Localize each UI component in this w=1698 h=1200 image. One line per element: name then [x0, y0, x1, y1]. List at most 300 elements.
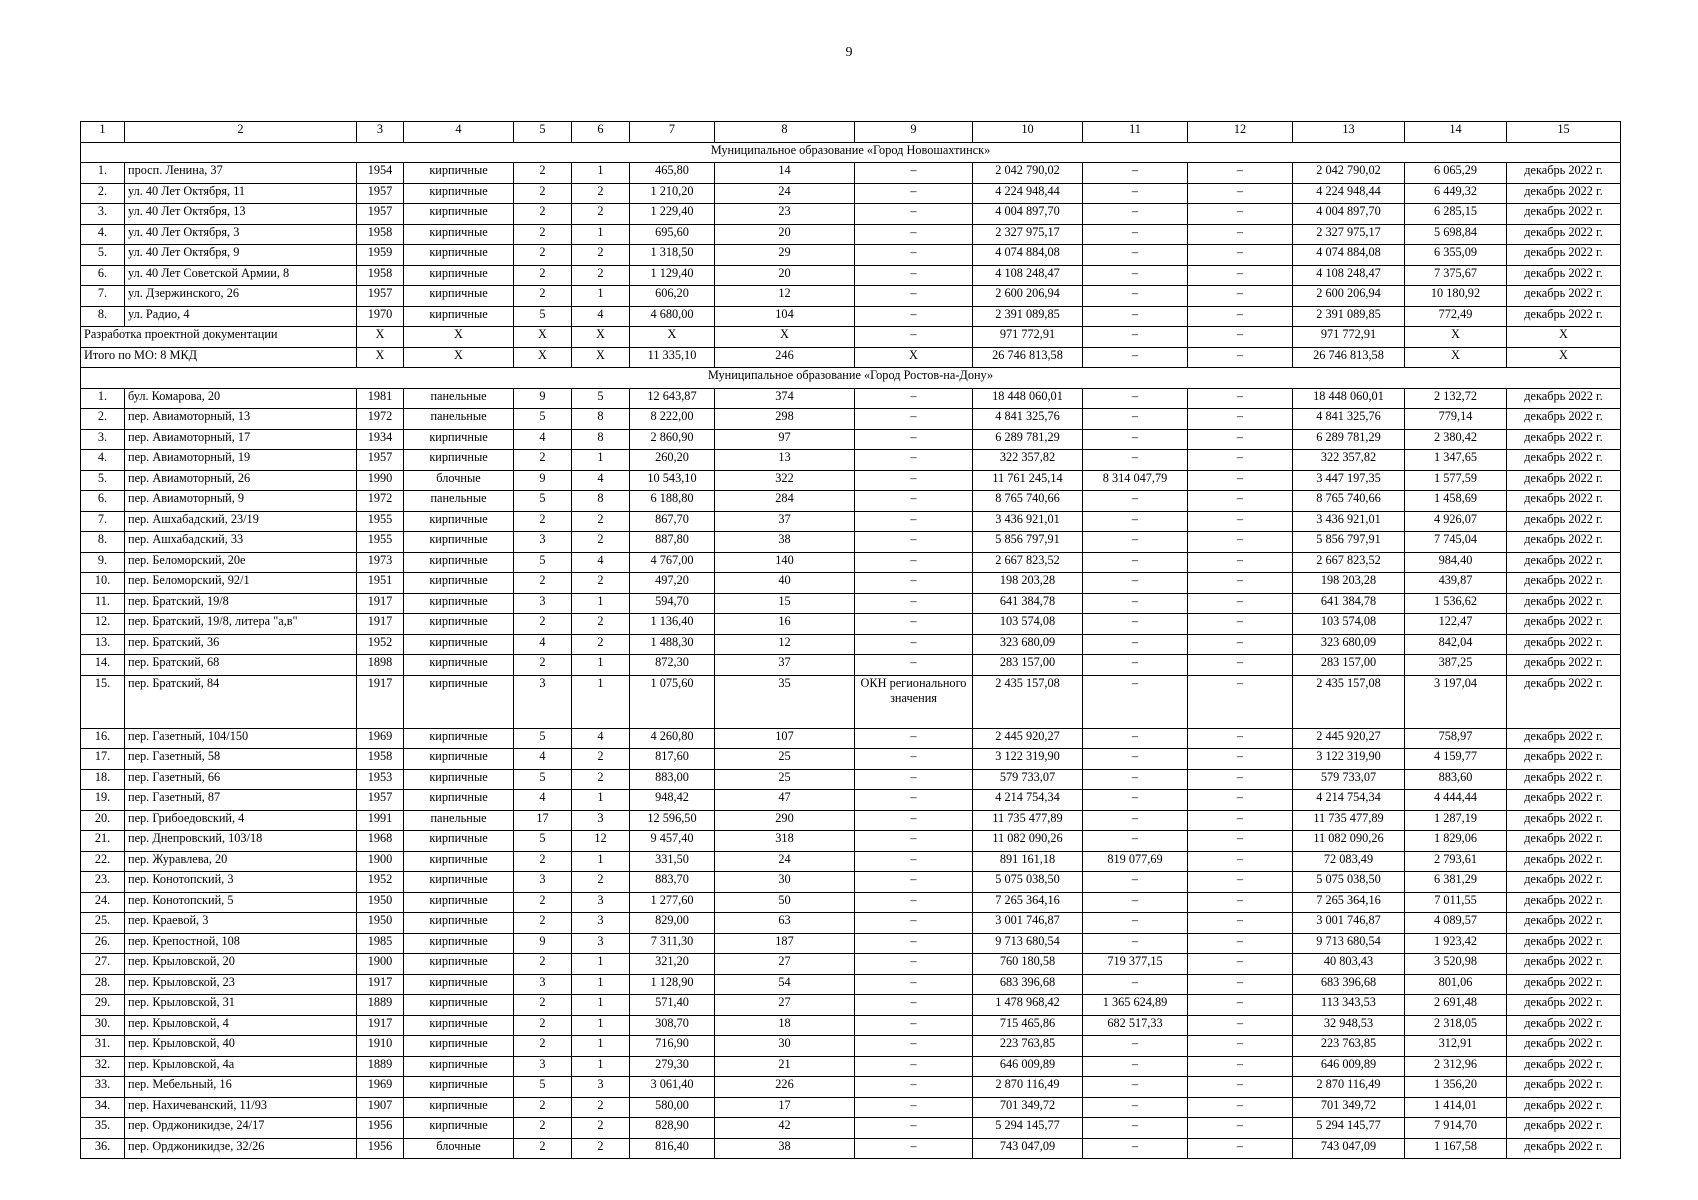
table-cell: декабрь 2022 г.: [1507, 1077, 1621, 1098]
column-number-cell: 1: [81, 122, 125, 143]
table-cell: 2 870 116,49: [973, 1077, 1083, 1098]
table-cell: –: [1083, 913, 1188, 934]
table-cell: 63: [715, 913, 855, 934]
table-cell: –: [1083, 810, 1188, 831]
table-cell: –: [1188, 470, 1293, 491]
table-cell: –: [1188, 1036, 1293, 1057]
summary-label: Разработка проектной документации: [81, 327, 357, 348]
table-cell: 984,40: [1405, 552, 1507, 573]
table-cell: пер. Братский, 68: [125, 655, 357, 676]
table-cell: 1917: [357, 675, 404, 728]
table-row: [81, 634, 1621, 655]
table-cell: –: [1188, 810, 1293, 831]
table-cell: кирпичные: [404, 1015, 514, 1036]
table-cell: 5: [514, 831, 572, 852]
table-cell: 1889: [357, 995, 404, 1016]
table-cell: 24: [715, 183, 855, 204]
table-cell: 1954: [357, 163, 404, 184]
table-cell: 2 860,90: [630, 429, 715, 450]
table-cell: 10 543,10: [630, 470, 715, 491]
table-cell: 829,00: [630, 913, 715, 934]
table-cell: кирпичные: [404, 831, 514, 852]
table-cell: 1991: [357, 810, 404, 831]
table-cell: 198 203,28: [1293, 573, 1405, 594]
table-cell: 18: [715, 1015, 855, 1036]
table-cell: декабрь 2022 г.: [1507, 749, 1621, 770]
table-row: [81, 491, 1621, 512]
table-cell: ул. 40 Лет Октября, 9: [125, 245, 357, 266]
table-cell: 4 767,00: [630, 552, 715, 573]
table-cell: бул. Комарова, 20: [125, 388, 357, 409]
table-cell: –: [855, 286, 973, 307]
table-cell: кирпичные: [404, 933, 514, 954]
table-cell: –: [855, 655, 973, 676]
table-cell: 27.: [81, 954, 125, 975]
table-cell: 719 377,15: [1083, 954, 1188, 975]
table-cell: кирпичные: [404, 204, 514, 225]
table-cell: –: [1188, 831, 1293, 852]
table-cell: 6.: [81, 491, 125, 512]
table-cell: 872,30: [630, 655, 715, 676]
table-cell: 1 356,20: [1405, 1077, 1507, 1098]
table-cell: 948,42: [630, 790, 715, 811]
table-cell: кирпичные: [404, 995, 514, 1016]
table-cell: декабрь 2022 г.: [1507, 851, 1621, 872]
table-cell: 842,04: [1405, 634, 1507, 655]
table-cell: 321,20: [630, 954, 715, 975]
table-cell: –: [855, 1097, 973, 1118]
table-cell: –: [1188, 409, 1293, 430]
column-number-cell: 10: [973, 122, 1083, 143]
table-cell: 5 698,84: [1405, 224, 1507, 245]
table-row: [81, 388, 1621, 409]
table-cell: декабрь 2022 г.: [1507, 1118, 1621, 1139]
table-cell: 2: [572, 532, 630, 553]
table-cell: 1: [572, 1015, 630, 1036]
table-cell: ул. Дзержинского, 26: [125, 286, 357, 307]
table-cell: 8 765 740,66: [1293, 491, 1405, 512]
column-number-cell: 12: [1188, 122, 1293, 143]
table-cell: 1 129,40: [630, 265, 715, 286]
summary-cell: X: [572, 347, 630, 368]
table-cell: –: [855, 593, 973, 614]
table-cell: –: [1083, 872, 1188, 893]
table-cell: 1910: [357, 1036, 404, 1057]
table-cell: –: [855, 511, 973, 532]
table-cell: 1957: [357, 450, 404, 471]
table-cell: 29.: [81, 995, 125, 1016]
table-cell: 4 841 325,76: [1293, 409, 1405, 430]
table-cell: 2 318,05: [1405, 1015, 1507, 1036]
table-cell: 3 061,40: [630, 1077, 715, 1098]
table-cell: кирпичные: [404, 614, 514, 635]
table-cell: 5: [514, 728, 572, 749]
table-cell: 701 349,72: [1293, 1097, 1405, 1118]
table-cell: 6 188,80: [630, 491, 715, 512]
table-cell: –: [1188, 892, 1293, 913]
column-number-cell: 15: [1507, 122, 1621, 143]
table-cell: кирпичные: [404, 1118, 514, 1139]
table-cell: 5 856 797,91: [1293, 532, 1405, 553]
table-cell: кирпичные: [404, 892, 514, 913]
table-cell: декабрь 2022 г.: [1507, 224, 1621, 245]
table-cell: 743 047,09: [973, 1138, 1083, 1159]
table-cell: пер. Грибоедовский, 4: [125, 810, 357, 831]
table-cell: –: [855, 831, 973, 852]
summary-cell: X: [357, 347, 404, 368]
table-cell: декабрь 2022 г.: [1507, 573, 1621, 594]
table-cell: –: [855, 1015, 973, 1036]
table-cell: пер. Беломорский, 20е: [125, 552, 357, 573]
table-cell: –: [1083, 163, 1188, 184]
table-cell: –: [855, 470, 973, 491]
table-cell: –: [1188, 749, 1293, 770]
table-cell: 50: [715, 892, 855, 913]
table-cell: 3: [514, 872, 572, 893]
table-cell: 7 265 364,16: [973, 892, 1083, 913]
table-cell: 1: [572, 851, 630, 872]
table-cell: 35.: [81, 1118, 125, 1139]
table-cell: –: [855, 892, 973, 913]
table-cell: 2: [514, 1015, 572, 1036]
table-cell: 1900: [357, 851, 404, 872]
table-cell: 37: [715, 655, 855, 676]
table-cell: 323 680,09: [1293, 634, 1405, 655]
table-cell: –: [1188, 286, 1293, 307]
table-cell: 7 914,70: [1405, 1118, 1507, 1139]
table-cell: –: [855, 1138, 973, 1159]
table-cell: 10.: [81, 573, 125, 594]
table-cell: 1951: [357, 573, 404, 594]
table-cell: 35: [715, 675, 855, 728]
table-cell: 2: [514, 204, 572, 225]
summary-cell: 246: [715, 347, 855, 368]
table-cell: 1968: [357, 831, 404, 852]
table-cell: 2: [514, 892, 572, 913]
table-cell: 5: [514, 409, 572, 430]
table-row: [81, 851, 1621, 872]
table-cell: 891 161,18: [973, 851, 1083, 872]
table-cell: 318: [715, 831, 855, 852]
table-cell: кирпичные: [404, 675, 514, 728]
table-cell: –: [1188, 1138, 1293, 1159]
table-cell: 260,20: [630, 450, 715, 471]
table-cell: 2 380,42: [1405, 429, 1507, 450]
table-cell: 1898: [357, 655, 404, 676]
table-cell: панельные: [404, 388, 514, 409]
table-cell: 2 667 823,52: [973, 552, 1083, 573]
table-row: [81, 1097, 1621, 1118]
table-cell: пер. Орджоникидзе, 32/26: [125, 1138, 357, 1159]
table-cell: кирпичные: [404, 634, 514, 655]
table-cell: 1917: [357, 1015, 404, 1036]
table-cell: –: [1083, 1097, 1188, 1118]
table-row: [81, 245, 1621, 266]
table-cell: 4: [514, 790, 572, 811]
table-cell: 606,20: [630, 286, 715, 307]
table-cell: –: [1188, 954, 1293, 975]
table-cell: –: [855, 163, 973, 184]
table-cell: –: [855, 1077, 973, 1098]
table-cell: 4 224 948,44: [973, 183, 1083, 204]
table-cell: 1 365 624,89: [1083, 995, 1188, 1016]
table-row: [81, 728, 1621, 749]
column-number-cell: 7: [630, 122, 715, 143]
table-cell: декабрь 2022 г.: [1507, 450, 1621, 471]
table-cell: 374: [715, 388, 855, 409]
table-cell: 4: [572, 306, 630, 327]
table-cell: –: [855, 851, 973, 872]
table-cell: 14: [715, 163, 855, 184]
column-number-row: [81, 122, 1621, 143]
table-cell: декабрь 2022 г.: [1507, 675, 1621, 728]
table-cell: 29: [715, 245, 855, 266]
table-cell: декабрь 2022 г.: [1507, 552, 1621, 573]
table-cell: декабрь 2022 г.: [1507, 1015, 1621, 1036]
table-cell: кирпичные: [404, 245, 514, 266]
table-cell: 779,14: [1405, 409, 1507, 430]
table-cell: –: [1188, 769, 1293, 790]
table-cell: 4 680,00: [630, 306, 715, 327]
table-cell: 5 294 145,77: [973, 1118, 1083, 1139]
table-cell: 883,70: [630, 872, 715, 893]
table-cell: пер. Ашхабадский, 23/19: [125, 511, 357, 532]
table-cell: –: [1083, 728, 1188, 749]
table-cell: 5: [514, 769, 572, 790]
column-number-cell: 3: [357, 122, 404, 143]
table-cell: 19.: [81, 790, 125, 811]
table-cell: панельные: [404, 810, 514, 831]
table-cell: 1 347,65: [1405, 450, 1507, 471]
table-cell: 2: [572, 204, 630, 225]
table-cell: пер. Днепровский, 103/18: [125, 831, 357, 852]
table-cell: 6 289 781,29: [1293, 429, 1405, 450]
table-cell: 2 445 920,27: [973, 728, 1083, 749]
table-cell: 2 327 975,17: [1293, 224, 1405, 245]
table-cell: 5: [514, 1077, 572, 1098]
table-cell: 34.: [81, 1097, 125, 1118]
table-cell: 2 327 975,17: [973, 224, 1083, 245]
table-cell: 646 009,89: [1293, 1056, 1405, 1077]
table-cell: 8 765 740,66: [973, 491, 1083, 512]
table-cell: 1957: [357, 286, 404, 307]
table-cell: 2: [514, 286, 572, 307]
table-cell: кирпичные: [404, 306, 514, 327]
table-cell: 7.: [81, 286, 125, 307]
table-cell: 465,80: [630, 163, 715, 184]
table-cell: 2 042 790,02: [1293, 163, 1405, 184]
table-cell: 12.: [81, 614, 125, 635]
table-cell: 23.: [81, 872, 125, 893]
table-cell: 1917: [357, 593, 404, 614]
table-cell: 9 713 680,54: [1293, 933, 1405, 954]
table-row: [81, 265, 1621, 286]
table-cell: 571,40: [630, 995, 715, 1016]
table-cell: –: [855, 552, 973, 573]
table-row: [81, 831, 1621, 852]
table-cell: 2 691,48: [1405, 995, 1507, 1016]
table-cell: 4 444,44: [1405, 790, 1507, 811]
table-cell: 8: [572, 409, 630, 430]
table-cell: кирпичные: [404, 655, 514, 676]
table-cell: 2: [572, 573, 630, 594]
table-cell: 8: [572, 491, 630, 512]
table-cell: –: [855, 769, 973, 790]
table-cell: кирпичные: [404, 1056, 514, 1077]
summary-cell: X: [357, 327, 404, 348]
table-cell: кирпичные: [404, 163, 514, 184]
table-cell: 2 132,72: [1405, 388, 1507, 409]
table-cell: –: [1188, 1015, 1293, 1036]
table-cell: 3 447 197,35: [1293, 470, 1405, 491]
column-number-cell: 8: [715, 122, 855, 143]
table-cell: кирпичные: [404, 974, 514, 995]
table-cell: –: [1083, 429, 1188, 450]
table-row: [81, 892, 1621, 913]
table-cell: 4 004 897,70: [973, 204, 1083, 225]
table-cell: 103 574,08: [1293, 614, 1405, 635]
table-cell: 8.: [81, 306, 125, 327]
table-cell: 3.: [81, 204, 125, 225]
table-cell: 23: [715, 204, 855, 225]
table-cell: 2: [514, 265, 572, 286]
table-cell: 1972: [357, 409, 404, 430]
table-cell: 1955: [357, 532, 404, 553]
table-cell: кирпичные: [404, 286, 514, 307]
table-cell: 1970: [357, 306, 404, 327]
table-cell: –: [855, 913, 973, 934]
table-cell: декабрь 2022 г.: [1507, 810, 1621, 831]
table-cell: 4: [514, 429, 572, 450]
table-cell: 3: [514, 532, 572, 553]
table-cell: 226: [715, 1077, 855, 1098]
table-cell: 579 733,07: [1293, 769, 1405, 790]
table-cell: 11.: [81, 593, 125, 614]
table-cell: декабрь 2022 г.: [1507, 265, 1621, 286]
table-cell: –: [1083, 655, 1188, 676]
table-cell: пер. Конотопский, 3: [125, 872, 357, 893]
table-cell: 1981: [357, 388, 404, 409]
table-cell: 32.: [81, 1056, 125, 1077]
table-cell: декабрь 2022 г.: [1507, 163, 1621, 184]
table-cell: 30: [715, 1036, 855, 1057]
table-row: [81, 409, 1621, 430]
column-number-cell: 11: [1083, 122, 1188, 143]
table-cell: 25: [715, 769, 855, 790]
table-cell: 1: [572, 286, 630, 307]
table-cell: –: [855, 388, 973, 409]
table-cell: 284: [715, 491, 855, 512]
table-cell: кирпичные: [404, 552, 514, 573]
table-cell: панельные: [404, 491, 514, 512]
table-cell: 223 763,85: [973, 1036, 1083, 1057]
table-cell: 322 357,82: [1293, 450, 1405, 471]
table-cell: –: [1083, 1118, 1188, 1139]
summary-cell: X: [1507, 347, 1621, 368]
table-row: [81, 1056, 1621, 1077]
table-cell: –: [855, 872, 973, 893]
table-cell: 579 733,07: [973, 769, 1083, 790]
table-cell: 1 536,62: [1405, 593, 1507, 614]
column-number-cell: 2: [125, 122, 357, 143]
table-cell: 1969: [357, 728, 404, 749]
table-cell: 3: [514, 1056, 572, 1077]
table-cell: 9: [514, 388, 572, 409]
table-cell: –: [855, 634, 973, 655]
table-cell: –: [855, 183, 973, 204]
table-cell: кирпичные: [404, 728, 514, 749]
table-cell: 17: [715, 1097, 855, 1118]
table-cell: декабрь 2022 г.: [1507, 913, 1621, 934]
table-cell: 223 763,85: [1293, 1036, 1405, 1057]
table-cell: 1: [572, 1056, 630, 1077]
table-cell: 9 713 680,54: [973, 933, 1083, 954]
table-row: [81, 769, 1621, 790]
table-cell: –: [1083, 409, 1188, 430]
table-cell: 11 082 090,26: [1293, 831, 1405, 852]
summary-cell: –: [1083, 327, 1188, 348]
table-cell: 9.: [81, 552, 125, 573]
table-cell: 1972: [357, 491, 404, 512]
table-cell: 1 318,50: [630, 245, 715, 266]
table-cell: 716,90: [630, 1036, 715, 1057]
table-cell: 4 926,07: [1405, 511, 1507, 532]
summary-cell: X: [1507, 327, 1621, 348]
repair-schedule-table: [80, 121, 1621, 1159]
table-cell: 15.: [81, 675, 125, 728]
table-row: [81, 552, 1621, 573]
table-cell: 18.: [81, 769, 125, 790]
table-cell: 1 577,59: [1405, 470, 1507, 491]
summary-label: Итого по МО: 8 МКД: [81, 347, 357, 368]
table-cell: 1: [572, 163, 630, 184]
table-cell: 122,47: [1405, 614, 1507, 635]
table-cell: –: [1083, 265, 1188, 286]
table-cell: 2: [572, 265, 630, 286]
table-cell: –: [1188, 163, 1293, 184]
table-cell: 16.: [81, 728, 125, 749]
table-cell: кирпичные: [404, 573, 514, 594]
table-cell: 2: [572, 749, 630, 770]
summary-cell: X: [1405, 327, 1507, 348]
table-cell: 20: [715, 265, 855, 286]
table-cell: 24: [715, 851, 855, 872]
table-cell: кирпичные: [404, 954, 514, 975]
table-cell: 12 643,87: [630, 388, 715, 409]
table-cell: 1955: [357, 511, 404, 532]
table-cell: декабрь 2022 г.: [1507, 491, 1621, 512]
table-row: [81, 593, 1621, 614]
table-cell: 5: [572, 388, 630, 409]
table-cell: декабрь 2022 г.: [1507, 1138, 1621, 1159]
table-cell: 308,70: [630, 1015, 715, 1036]
table-cell: декабрь 2022 г.: [1507, 614, 1621, 635]
table-cell: 7.: [81, 511, 125, 532]
table-cell: 1 128,90: [630, 974, 715, 995]
table-cell: –: [1188, 1077, 1293, 1098]
table-cell: –: [1188, 265, 1293, 286]
table-row: [81, 954, 1621, 975]
table-row: [81, 675, 1621, 728]
table-cell: –: [1188, 491, 1293, 512]
table-cell: –: [855, 933, 973, 954]
table-cell: 7 311,30: [630, 933, 715, 954]
table-cell: 1969: [357, 1077, 404, 1098]
table-cell: 3 122 319,90: [1293, 749, 1405, 770]
table-cell: 1 478 968,42: [973, 995, 1083, 1016]
table-cell: 695,60: [630, 224, 715, 245]
table-cell: –: [1083, 790, 1188, 811]
